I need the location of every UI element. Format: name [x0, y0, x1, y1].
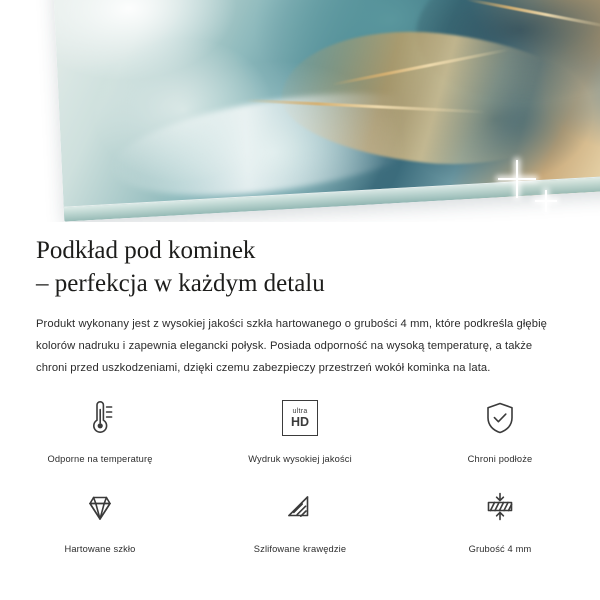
thickness-arrows-icon — [477, 482, 523, 534]
glass-panel-product — [52, 0, 600, 222]
feature-item-temperature — [0, 392, 200, 464]
feature-label: Grubość 4 mm — [468, 544, 532, 554]
feature-item-polished-edges — [200, 482, 400, 554]
description-paragraph: Produkt wykonany jest z wysokiej jakości szkła hartowanego o grubości 4 mm, które podkreśla głębię kolorów nadruku i zapewnia elegancki połysk. Posiada odporność na wysoką temperaturę, a także chroni przed uszkodzeniami, dzięki czemu zabezpieczy przestrzeń wokół kominka na lata. — [36, 318, 547, 374]
feature-item-surface-protection — [400, 392, 600, 464]
feature-label: Odporne na temperaturę — [47, 454, 153, 464]
feature-item-tempered-glass — [0, 482, 200, 554]
shield-check-icon — [477, 392, 523, 444]
diamond-icon — [77, 482, 123, 534]
headline-line-1: Podkład pod kominek — [36, 237, 256, 264]
ultra-hd-icon — [282, 392, 318, 444]
thermometer-icon — [77, 392, 123, 444]
feature-item-thickness — [400, 482, 600, 554]
feature-label: Szlifowane krawędzie — [253, 544, 347, 554]
headline-line-2: – perfekcja w każdym detalu — [36, 270, 325, 297]
feature-label: Wydruk wysokiej jakości — [248, 454, 352, 464]
page-title — [0, 222, 600, 300]
text-content — [0, 222, 600, 380]
ultra-hd-top-text: ultra — [292, 407, 308, 415]
polished-edge-icon — [277, 482, 323, 534]
hero-image — [0, 0, 600, 222]
ultra-hd-bottom-text: HD — [290, 414, 310, 429]
feature-grid — [0, 392, 600, 554]
feature-item-print-quality — [200, 392, 400, 464]
feature-label: Hartowane szkło — [64, 544, 136, 554]
feature-label: Chroni podłoże — [467, 454, 533, 464]
